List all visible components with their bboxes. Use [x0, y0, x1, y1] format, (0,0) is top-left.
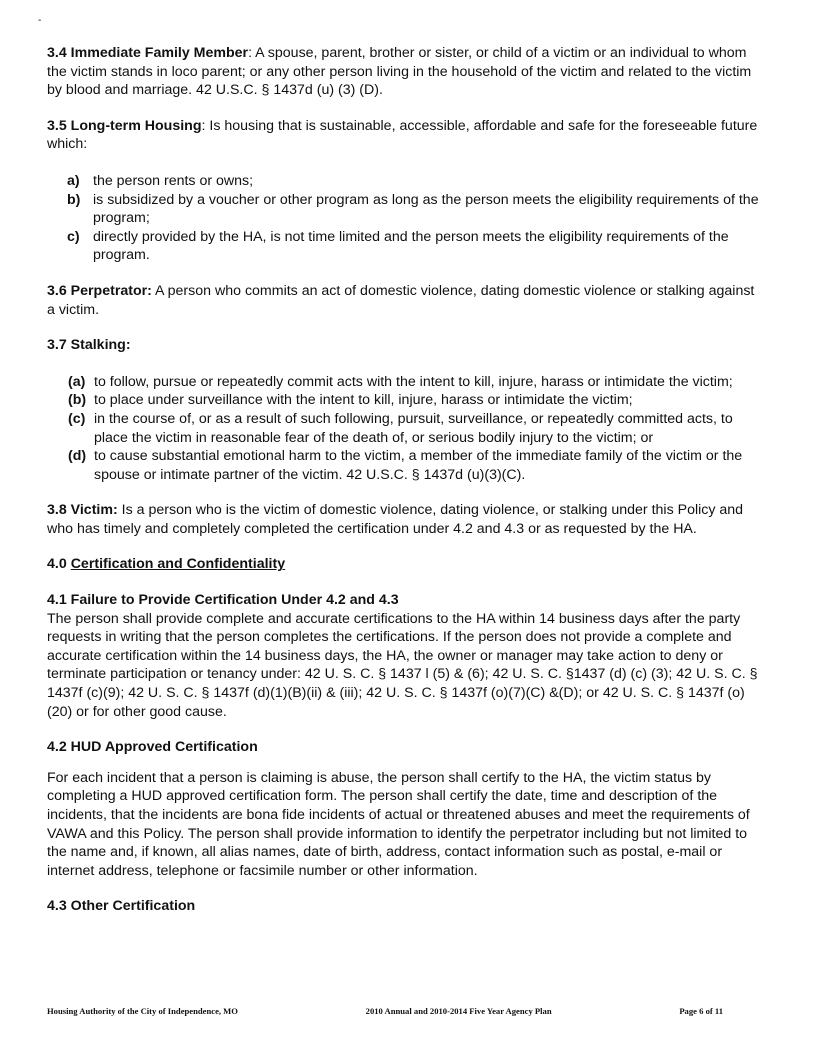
section-4-2-title: 4.2 HUD Approved Certification [47, 739, 258, 756]
section-4-1 [47, 591, 765, 721]
list-item [47, 172, 765, 191]
list-marker: a) [67, 172, 80, 189]
list-item-text: the person rents or owns; [93, 172, 254, 189]
section-number: 4.0 [47, 556, 67, 573]
list-item-text: to follow, pursue or repeatedly commit acts with the intent to kill, injure, harass or intimidate the victim; [94, 373, 733, 390]
list-item [47, 373, 765, 392]
definition-text: : Is housing that is sustainable, accessible, affordable and safe for the foreseeable future which: [47, 117, 758, 153]
section-3-5 [47, 117, 765, 265]
term-perpetrator: 3.6 Perpetrator: [47, 282, 152, 299]
stalking-list [47, 373, 765, 485]
section-3-5-intro [47, 117, 765, 154]
footer-page-number: Page 6 of 11 [679, 1006, 723, 1016]
list-marker: (c) [68, 410, 86, 427]
list-item-text: to cause substantial emotional harm to the victim, a member of the immediate family of the victim or the spouse or intimate partner of the victim. 42 U.S.C. § 1437d (u)(3)(C). [94, 448, 743, 483]
document-body [47, 44, 765, 916]
long-term-housing-list [47, 172, 765, 265]
section-4-3-title: 4.3 Other Certification [47, 898, 196, 915]
footer-organization: Housing Authority of the City of Independence, MO [47, 1006, 238, 1016]
list-marker: (a) [68, 373, 86, 390]
corner-mark: - [38, 15, 42, 26]
term-immediate-family-member: 3.4 Immediate Family Member [47, 45, 249, 61]
list-item [47, 410, 765, 447]
list-item [47, 191, 765, 228]
list-marker: (d) [68, 448, 87, 465]
footer-plan-title: 2010 Annual and 2010-2014 Five Year Agency Plan [365, 1006, 552, 1016]
list-item [47, 447, 765, 484]
section-4-1-title: 4.1 Failure to Provide Certification Under 4.2 and 4.3 [47, 592, 399, 609]
list-marker: b) [67, 191, 81, 208]
list-item [47, 228, 765, 265]
section-3-4 [47, 44, 765, 100]
page-footer [47, 1006, 723, 1016]
section-4-1-text: The person shall provide complete and accurate certifications to the HA within 14 business days after the party requests in writing that the person completes the certifications. If the person does not provide a complete and accurate certification within the 14 business days, the HA, the owner or manager may take action to deny or terminate participation or tenancy under: 42 U. S. C. § 1437 l (5) & (6); 42 U. S. C. §1437 (d) (c) (3); 42 U. S. C. § 1437f (c)(9); 42 U. S. C. § 1437f (d)(1)(B)(ii) & (iii); 42 U. S. C. § 1437f (o)(7)(C) &(D); or 42 U. S. C. § 1437f (o)(20) or for other good cause. [47, 610, 758, 720]
list-marker: c) [67, 228, 80, 245]
section-title: Certification and Confidentiality [70, 556, 286, 573]
list-marker: (b) [68, 392, 87, 409]
section-3-7 [47, 336, 765, 484]
term-stalking: 3.7 Stalking: [47, 337, 131, 354]
list-item-text: in the course of, or as a result of such following, pursuit, surveillance, or repeatedly committed acts, to place the victim in reasonable fear of the death of, or serious bodily injury to the victim; or [94, 410, 733, 446]
definition-text: Is a person who is the victim of domestic violence, dating violence, or stalking under this Policy and who has timely and completely completed the certification under 4.2 and 4.3 or as requested by the HA. [47, 502, 744, 537]
list-item-text: is subsidized by a voucher or other program as long as the person meets the eligibility requirements of the program; [93, 191, 759, 227]
section-4-2 [47, 738, 765, 880]
section-3-8 [47, 501, 765, 538]
definition-text: A person who commits an act of domestic violence, dating domestic violence or stalking against a victim. [47, 282, 755, 318]
term-long-term-housing: 3.5 Long-term Housing [47, 117, 202, 134]
definition-text: : A spouse, parent, brother or sister, or child of a victim or an individual to whom the victim stands in loco parent; or any other person living in the household of the victim and related to the victim by blood and marriage. 42 U.S.C. § 1437d (u) (3) (D). [47, 45, 752, 99]
section-3-6 [47, 282, 765, 319]
term-victim: 3.8 Victim: [47, 502, 118, 519]
list-item-text: directly provided by the HA, is not time limited and the person meets the eligibility requirements of the program. [93, 228, 729, 264]
list-item [47, 391, 765, 410]
section-4-0-heading [47, 555, 765, 574]
list-item-text: to place under surveillance with the intent to kill, injure, harass or intimidate the victim; [94, 392, 633, 409]
section-4-2-text: For each incident that a person is claiming is abuse, the person shall certify to the HA, the victim status by completing a HUD approved certification form. The person shall certify the date, time and description of the incidents, that the incidents are bona fide incidents of actual or threatened abuses and meet the requirements of VAWA and this Policy. The person shall provide information to identify the perpetrator including but not limited to the name and, if known, all alias names, date of birth, address, contact information such as postal, e-mail or internet address, telephone or facsimile number or other information. [47, 769, 750, 879]
